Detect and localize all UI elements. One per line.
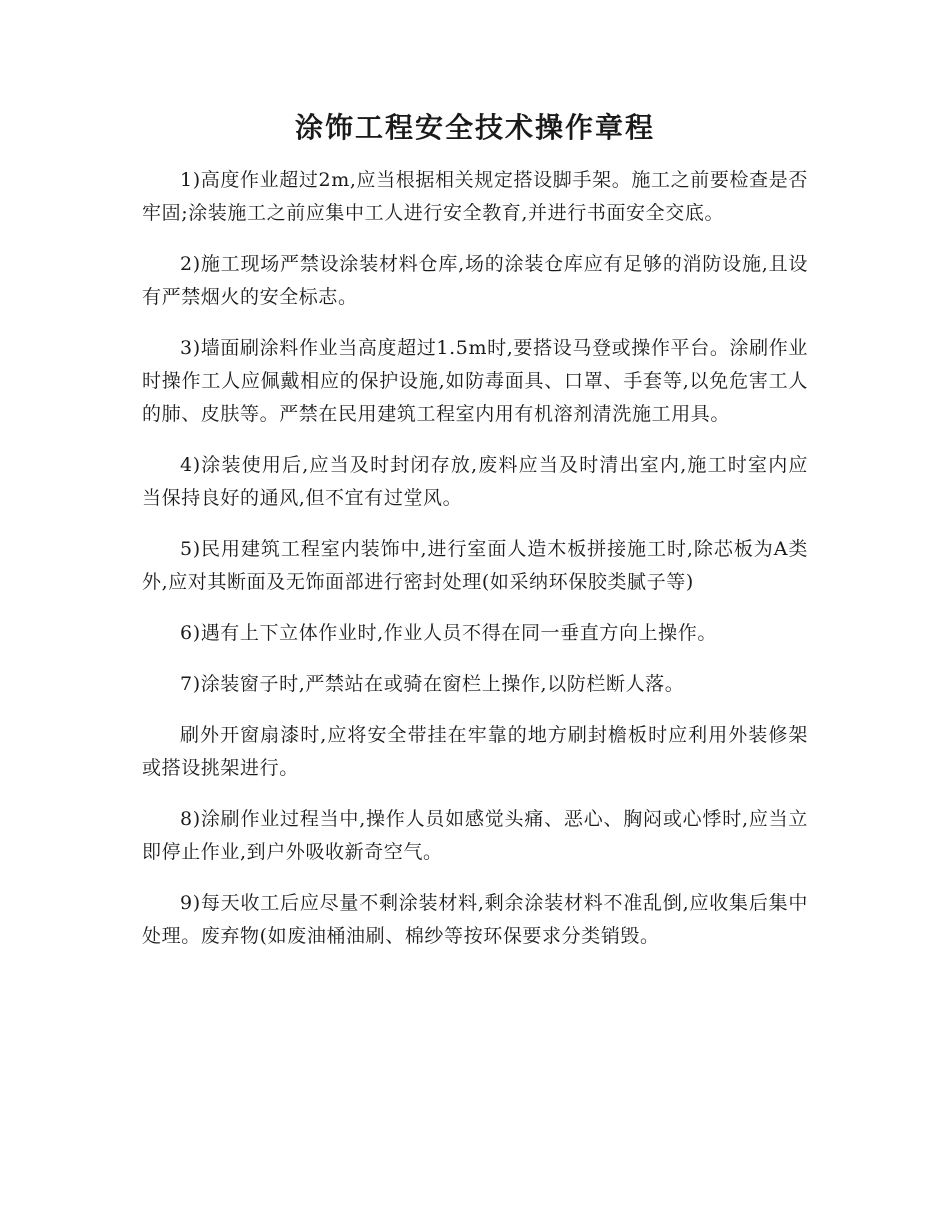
paragraph-2: 2)施工现场严禁设涂装材料仓库,场的涂装仓库应有足够的消防设施,且设有严禁烟火的安全标志。 [142,253,808,308]
document-page [142,108,808,971]
paragraph-9: 9)每天收工后应尽量不剩涂装材料,剩余涂装材料不准乱倒,应收集后集中处理。废弃物(如废油桶油刷、棉纱等按环保要求分类销毁。 [142,892,808,947]
paragraph-1: 1)高度作业超过2m,应当根据相关规定搭设脚手架。施工之前要检查是否牢固;涂装施工之前应集中工人进行安全教育,并进行书面安全交底。 [142,169,808,224]
document-title: 涂饰工程安全技术操作章程 [294,111,655,144]
paragraph-7-note: 刷外开窗扇漆时,应将安全带挂在牢靠的地方刷封檐板时应利用外装修架或搭设挑架进行。 [142,724,808,779]
paragraph-8: 8)涂刷作业过程当中,操作人员如感觉头痛、恶心、胸闷或心悸时,应当立即停止作业,到户外吸收新奇空气。 [142,808,808,863]
paragraph-7: 7)涂装窗子时,严禁站在或骑在窗栏上操作,以防栏断人落。 [180,673,685,695]
paragraph-3: 3)墙面刷涂料作业当高度超过1.5m时,要搭设马登或操作平台。涂刷作业时操作工人应佩戴相应的保护设施,如防毒面具、口罩、手套等,以免危害工人的肺、皮肤等。严禁在民用建筑工程室内用有机溶剂清洗施工用具。 [142,337,808,425]
paragraph-5: 5)民用建筑工程室内装饰中,进行室面人造木板拼接施工时,除芯板为A类外,应对其断面及无饰面部进行密封处理(如采纳环保胶类腻子等) [142,538,808,593]
paragraph-6: 6)遇有上下立体作业时,作业人员不得在同一垂直方向上操作。 [180,622,717,644]
paragraph-4: 4)涂装使用后,应当及时封闭存放,废料应当及时清出室内,施工时室内应当保持良好的通风,但不宜有过堂风。 [142,454,808,509]
